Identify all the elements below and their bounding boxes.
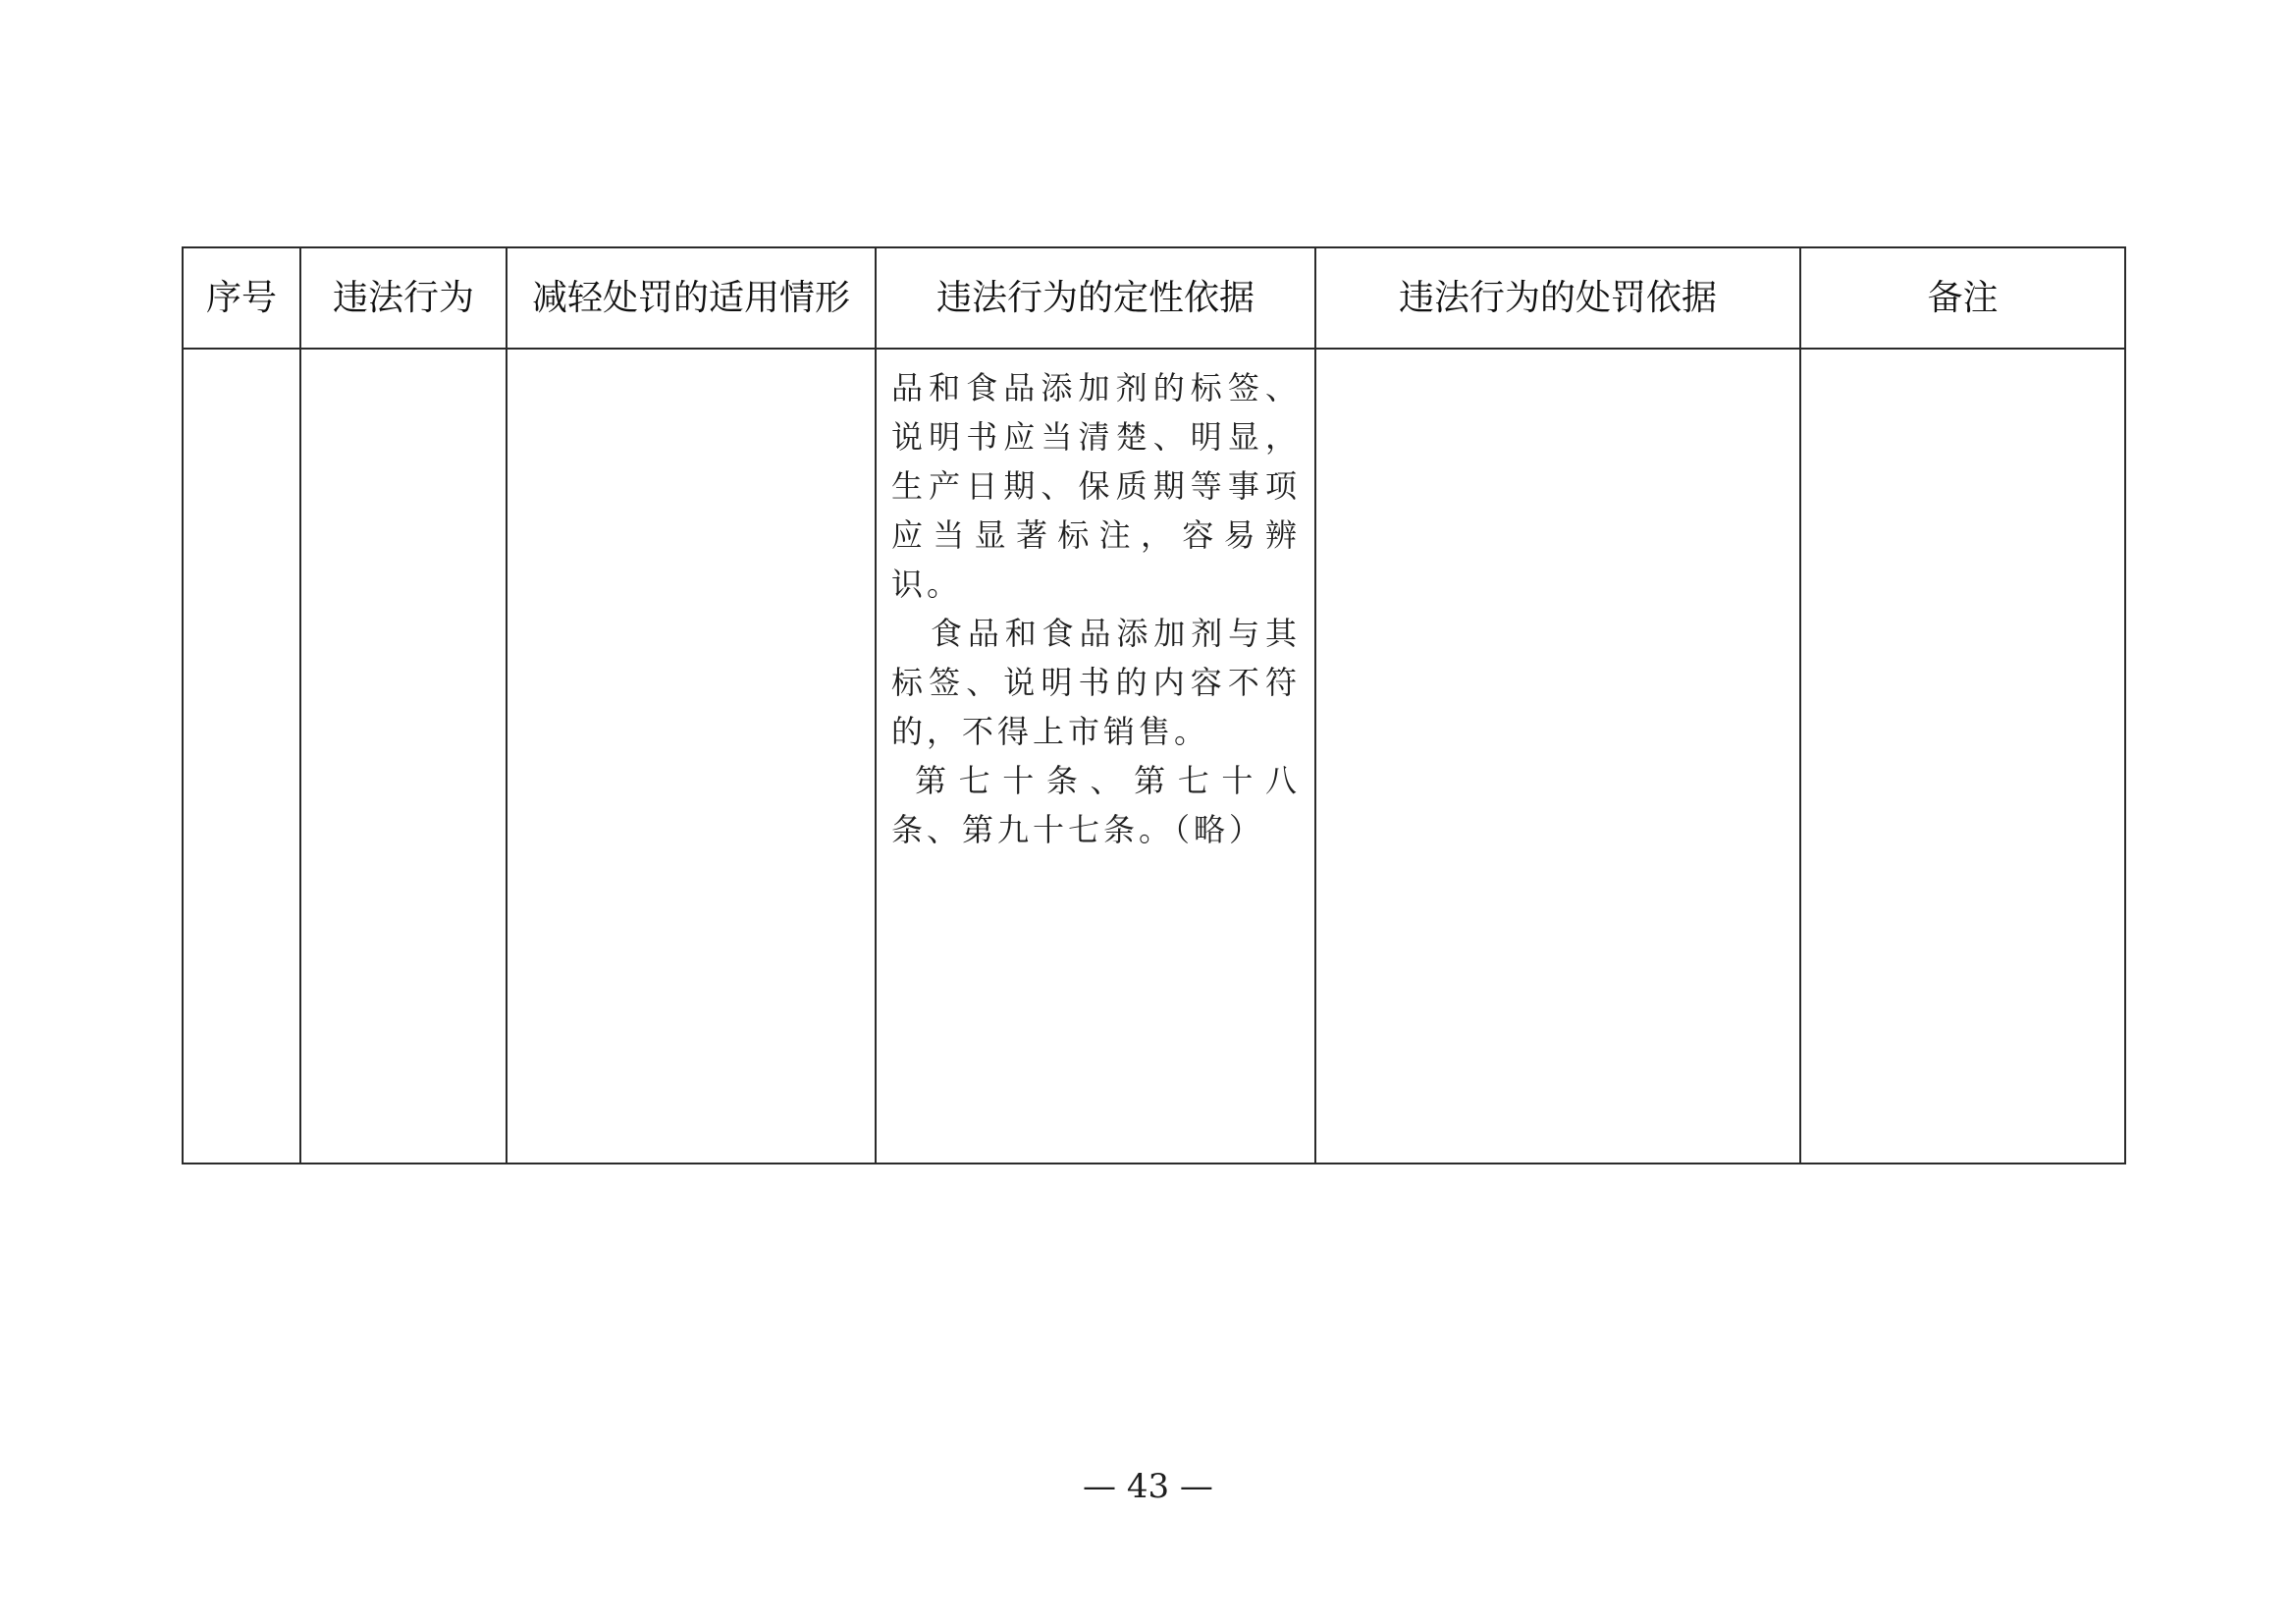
table-row: [183, 349, 2125, 1164]
cell-remarks: [1800, 349, 2125, 1164]
basis-paragraph-1: 品和食品添加剂的标签、说明书应当清楚、明显，生产日期、保质期等事项应当显著标注，容易辨识。: [891, 369, 1301, 603]
header-seq: 序号: [183, 247, 300, 349]
regulation-table: [182, 246, 2126, 1164]
cell-mitigation: [507, 349, 876, 1164]
cell-violation: [300, 349, 507, 1164]
cell-seq: [183, 349, 300, 1164]
header-qualitative-basis: 违法行为的定性依据: [876, 247, 1315, 349]
header-penalty-basis: 违法行为的处罚依据: [1315, 247, 1800, 349]
cell-qualitative-basis: [876, 349, 1315, 1164]
table-header-row: [183, 247, 2125, 349]
header-violation: 违法行为: [300, 247, 507, 349]
header-mitigation: 减轻处罚的适用情形: [507, 247, 876, 349]
page-number: — 43 —: [1083, 1467, 1213, 1506]
cell-penalty-basis: [1315, 349, 1800, 1164]
header-remarks: 备注: [1800, 247, 2125, 349]
basis-paragraph-2: 食品和食品添加剂与其标签、说明书的内容不符的，不得上市销售。: [891, 615, 1301, 750]
basis-paragraph-3: 第七十条、第七十八条、第九十七条。（略）: [891, 762, 1301, 848]
